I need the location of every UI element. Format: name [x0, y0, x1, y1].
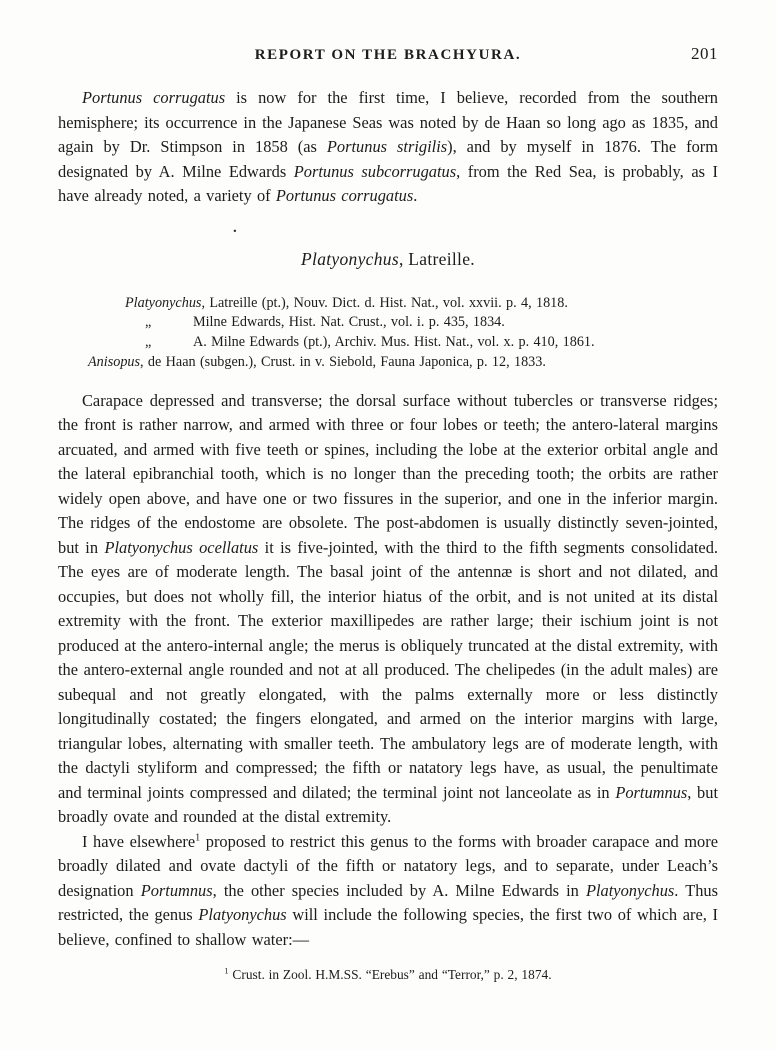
- text-run: A. Milne Edwards (pt.), Archiv. Mus. Hist. Nat., vol. x. p. 410, 1861.: [193, 334, 595, 351]
- paragraph-genus-restriction: [58, 830, 718, 953]
- text-run: 1: [195, 832, 201, 844]
- text-run: it is five-jointed, with the third to the fifth segments consolidated. The eyes are of moderate length. The basal joint of the antennæ is short and not dilated, and occupies, but does not wholly fill, the interior hiatus of the orbit, and is not united at its distal extremity with the front. The exterior maxillipedes are rather large; their ischium joint is not produced at the antero-internal angle; the merus is obliquely truncated at the distal extremity, with the antero-external angle rounded and not at all produced. The chelipedes (in the adult males) are subequal and not greatly elongated, with the palms externally more or less distinctly longitudinally costated; the fingers elongated, and armed on the interior margins with large, triangular lobes, alternating with smaller teeth. The ambulatory legs are of moderate length, with the dactyli styliform and compressed; the fifth or natatory legs have, as usual, the penultimate and terminal joints compressed and dilated; the terminal joint not lanceolate as in: [58, 537, 718, 802]
- text-run: , de Haan (subgen.), Crust. in v. Siebold, Fauna Japonica, p. 12, 1833.: [140, 353, 546, 370]
- synonymy-line: [58, 313, 718, 333]
- text-run: Portunus subcorrugatus: [293, 161, 457, 181]
- text-run: , Latreille.: [398, 248, 475, 269]
- section-heading: [58, 249, 718, 270]
- text-run: , Latreille (pt.), Nouv. Dict. d. Hist. Nat., vol. xxvii. p. 4, 1818.: [201, 294, 568, 311]
- text-run: Platyonychus: [125, 294, 202, 311]
- text-run: 1: [224, 966, 229, 976]
- synonymy-line: [58, 353, 718, 373]
- text-run: Platyonychus: [585, 880, 675, 900]
- text-run: ), and by myself in 1876. The form designated by A. Milne Edwards: [58, 137, 718, 181]
- text-run: Carapace depressed and transverse; the dorsal surface without tubercles or transverse ridges; the front is rather narrow, and armed with three or four lobes or teeth; the antero-lateral margins arcuated, and armed with five teeth or spines, including the lobe at the exterior orbital angle and the lateral epibranchial tooth, which is no longer than the preceding tooth; the orbits are rather widely open above, and have one or two fissures in the superior, and one in the inferior margin. The ridges of the endostome are obsolete. The post-abdomen is usually distinctly seven-jointed, but in: [58, 390, 718, 557]
- text-run: Platyonychus: [198, 905, 287, 925]
- page-title: REPORT ON THE BRACHYURA.: [254, 47, 522, 63]
- ink-dot-artifact: .: [233, 220, 237, 236]
- footnote: [58, 966, 718, 984]
- ditto-mark: „: [145, 314, 152, 331]
- text-run: , the other species included by A. Milne Edwards in: [212, 880, 586, 900]
- text-run: Portumnus: [615, 782, 688, 802]
- paragraph-portunus-corrugatus: [58, 86, 718, 209]
- text-run: Portunus corrugatus: [275, 186, 414, 205]
- text-run: , from the Red Sea, is probably, as I have already noted, a variety of: [58, 161, 718, 205]
- text-run: will include the following species, the first two of which are, I believe, confined to shallow water:—: [58, 905, 719, 949]
- text-run: Anisopus: [88, 353, 141, 370]
- paragraph-genus-description: [58, 389, 718, 830]
- text-run: .: [413, 186, 418, 205]
- text-run: I have elsewhere: [82, 831, 196, 851]
- ditto-mark: „: [145, 334, 152, 351]
- text-run: Milne Edwards, Hist. Nat. Crust., vol. i. p. 435, 1834.: [193, 314, 505, 331]
- text-run: Platyonychus: [301, 248, 399, 269]
- text-run: Portunus strigilis: [326, 137, 448, 156]
- page-content: [58, 86, 718, 984]
- text-run: is now for the first time, I believe, recorded from the southern hemisphere; its occurrence in the Japanese Seas was noted by de Haan so long ago as 1835, and again by Dr. Stimpson in 1858 (as: [58, 88, 719, 156]
- text-run: Portunus corrugatus: [82, 88, 226, 107]
- text-run: . Thus restricted, the genus: [58, 880, 718, 925]
- text-run: Portumnus: [140, 880, 213, 900]
- text-run: proposed to restrict this genus to the forms with broader carapace and more broadly dilated and ovate dactyli of the fifth or natatory legs, and to separate, under Leach’s designation: [58, 831, 718, 900]
- running-head: [58, 46, 718, 68]
- synonymy-list: [58, 294, 718, 373]
- text-run: Platyonychus ocellatus: [104, 537, 259, 557]
- page-number: 201: [691, 44, 718, 63]
- synonymy-line: [58, 333, 718, 353]
- text-run: Crust. in Zool. H.M.SS. “Erebus” and “Terror,” p. 2, 1874.: [228, 967, 552, 983]
- text-run: , but broadly ovate and rounded at the distal extremity.: [58, 782, 718, 827]
- synonymy-line: [58, 294, 718, 314]
